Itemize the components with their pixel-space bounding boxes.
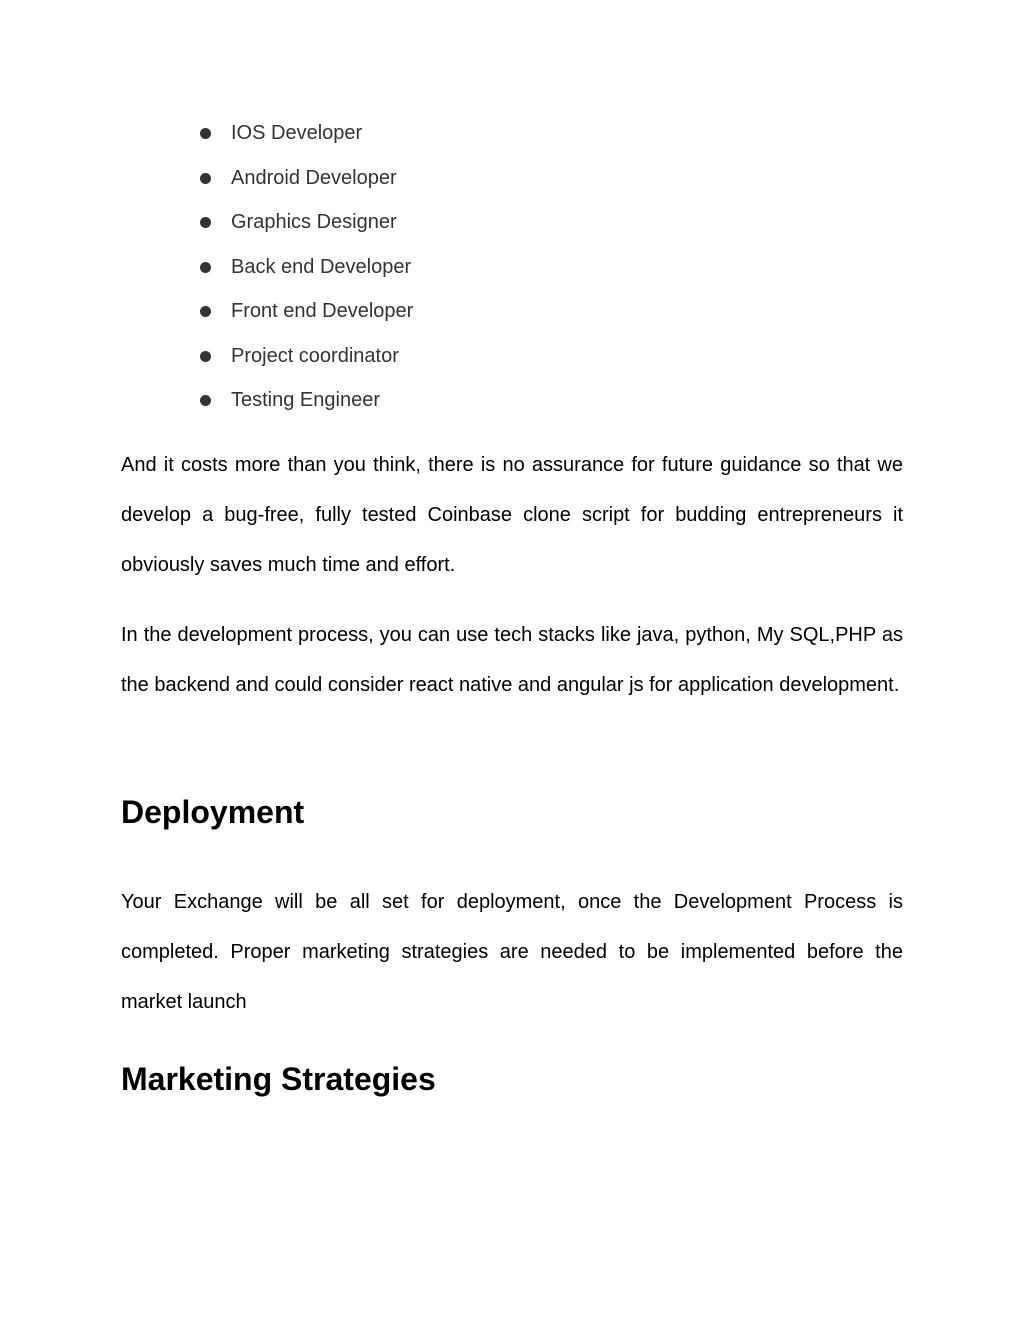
bullet-icon <box>200 306 211 317</box>
list-item-label: Front end Developer <box>231 300 414 322</box>
list-item-label: Back end Developer <box>231 255 412 278</box>
costs-paragraph: And it costs more than you think, there is no assurance for future guidance so that we develop a bug-free, fully tested Coinbase clone script for budding entrepreneurs it obviously saves much time and effort. <box>121 454 903 576</box>
list-item-label: Graphics Designer <box>231 211 397 233</box>
marketing-strategies-heading: Marketing Strategies <box>121 1061 436 1097</box>
list-item-label: IOS Developer <box>231 122 363 144</box>
bullet-icon <box>200 217 211 228</box>
deployment-heading: Deployment <box>121 794 305 830</box>
bullet-icon <box>200 351 211 362</box>
bullet-icon <box>200 395 211 406</box>
list-item-label: Android Developer <box>231 166 397 189</box>
list-item-label: Testing Engineer <box>231 389 380 411</box>
deployment-paragraph: Your Exchange will be all set for deployment, once the Development Process is completed. Proper marketing strategies are needed to be implemented before the market launch <box>121 891 903 1013</box>
list-item-label: Project coordinator <box>231 344 399 367</box>
bullet-icon <box>200 128 211 139</box>
bullet-icon <box>200 262 211 273</box>
development-paragraph: In the development process, you can use tech stacks like java, python, My SQL,PHP as the backend and could consider react native and angular js for application development. <box>121 624 903 696</box>
bullet-icon <box>200 173 211 184</box>
